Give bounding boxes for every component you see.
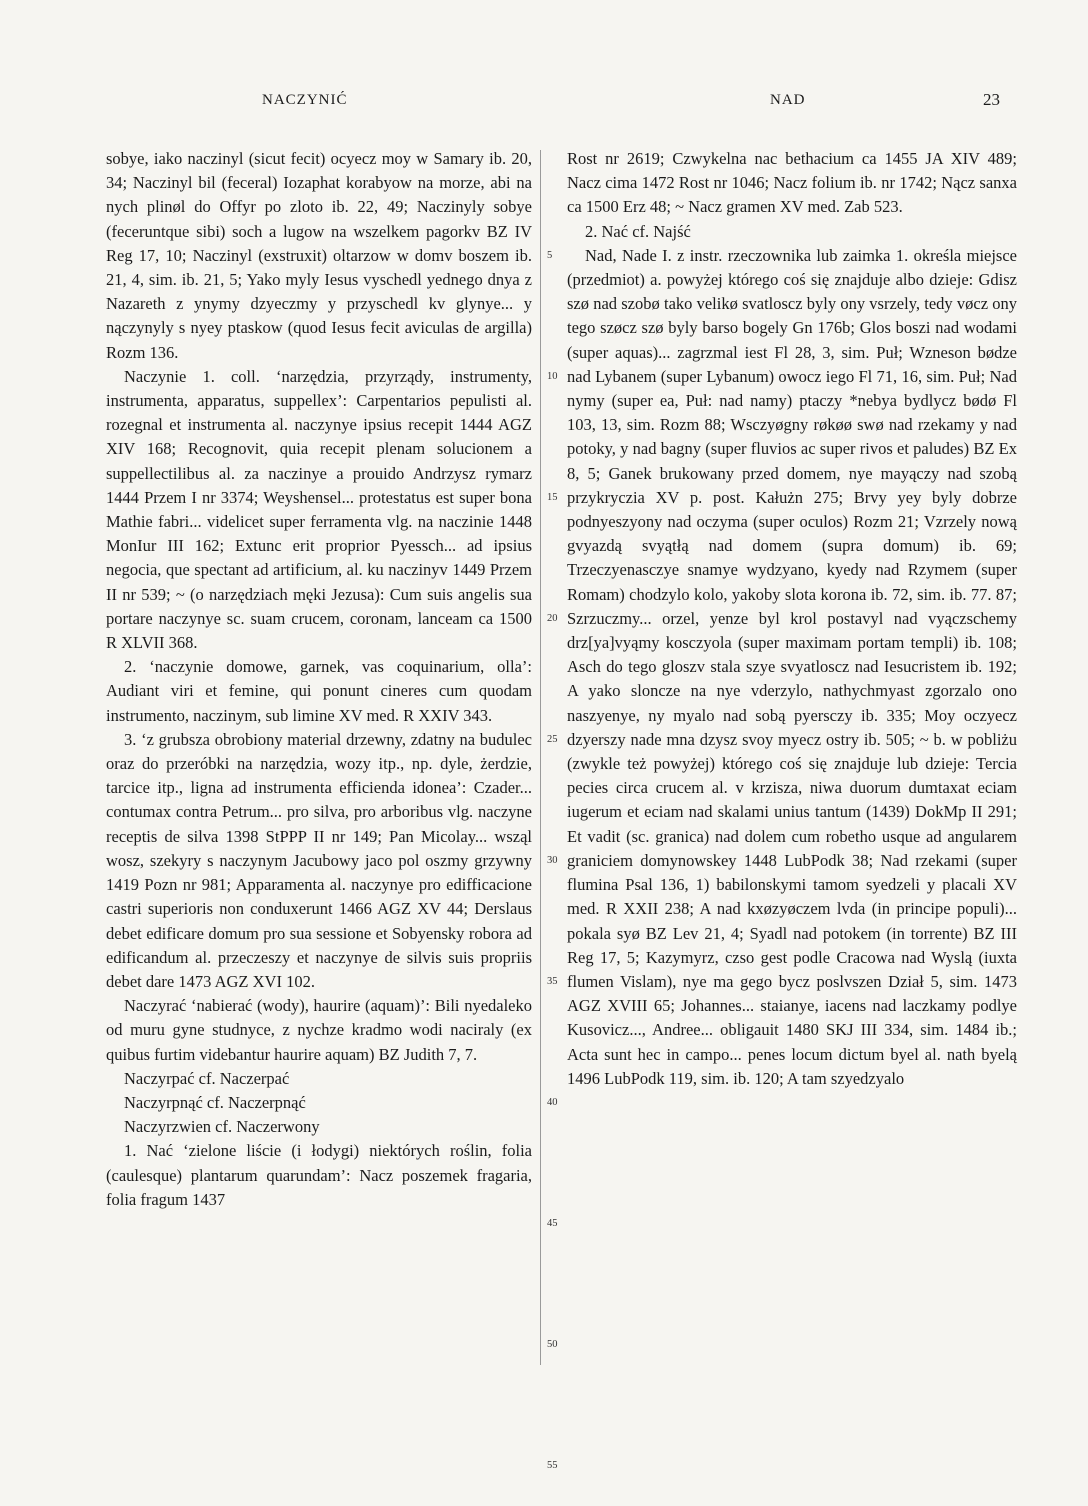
running-head-center: NAD [770,92,806,108]
line-number: 55 [547,1459,558,1471]
entry-paragraph: Naczyrpnąć cf. Naczerpnąć [124,1092,306,1112]
line-number: 35 [547,975,558,987]
right-column [567,147,1017,1091]
entry-paragraph: Naczyrzwien cf. Naczerwony [124,1117,320,1137]
page-number: 23 [983,90,1000,109]
line-number: 30 [547,854,558,866]
entry-paragraph: Naczynie 1. coll. ʻnarzędzia, przyrządy, instrumenty, instrumenta, apparatus, suppellex’: Carpentarios pepulisti al. rozegnal et instrumenta al. naczynye ipsius recepit 1444 AGZ XIV 168; Recognovit, quia recepit plenam solucionem a suppellectilibus al. za naczinye a prouido Andrzysz rymarz 1444 Przem I nr 3374; Weyshensel... protestatus est super bona Mathie fabri... videlicet super ferramenta vlg. na naczinie 1448 MonIur III 162; Extunc erit proprior Pyessch... ad ipsius negocia, que spectant ad artificium, al. ku naczinyv 1449 Przem II nr 539; ~ (o narzędziach męki Jezusa): Cum suis angelis sua portare naczynye sc. suam crucem, coronam, lanceam ca 1500 R XLVII 368. [106,366,532,653]
entry-paragraph: 2. Nać cf. Najść [585,221,691,241]
column-divider [540,150,541,1365]
left-column [106,147,532,1212]
entry-paragraph: Naczyrać ʻnabierać (wody), haurire (aquam)’: Bili nyedaleko od muru gyne studnyce, z nychze kradmo wodi naciraly (ex quibus furtim videbantur haurire aquam) BZ Judith 7, 7. [106,996,532,1064]
line-number: 20 [547,612,558,624]
running-head-left: NACZYNIĆ [262,92,348,108]
entry-paragraph: 2. ʻnaczynie domowe, garnek, vas coquinarium, olla’: Audiant viri et femine, qui ponunt cineres cum quodam instrumento, naczinym, sub limine XV med. R XXIV 343. [106,657,532,725]
line-number: 25 [547,733,558,745]
entry-paragraph: 3. ʻz grubsza obrobiony material drzewny, zdatny na budulec oraz do przeróbki na narzędzia, wozy itp., np. dyle, żerdzie, tarcice itp., ligna ad instrumenta efficienda idonea’: Czader... contumax contra Petrum... pro silva, pro arboribus vlg. naczyne receptis de silva 1398 StPPP II nr 149; Pan Micolay... wsząl wosz, szekyry s naczynym Jacubowy jaco pol oszmy grzywny 1419 Pozn nr 981; Apparamenta al. naczynye pro edifficacione castri superioris non conduxerunt 1466 AGZ XV 44; Derslaus debet edificare domum pro sua sessione et Sobyensky robora ad edificandum al. przeczeszy et naczynye de silvis suis propriis debet dare 1473 AGZ XVI 102. [106,729,532,991]
line-number: 15 [547,491,558,503]
line-number: 10 [547,370,558,382]
entry-paragraph: Rost nr 2619; Czwykelna nac bethacium ca 1455 JA XIV 489; Nacz cima 1472 Rost nr 1046; Nacz folium ib. nr 1742; Nącz sanxa ca 1500 Erz 48; ~ Nacz gramen XV med. Zab 523. [567,149,1017,217]
line-number: 40 [547,1096,558,1108]
line-number: 50 [547,1338,558,1350]
entry-paragraph: 1. Nać ʻzielone liście (i łodygi) niektórych roślin, folia (caulesque) plantarum quarundam’: Nacz poszemek fragaria, folia fragum 1437 [106,1141,532,1209]
entry-paragraph: Naczyrpać cf. Naczerpać [124,1068,290,1088]
line-number: 45 [547,1217,558,1229]
entry-paragraph: sobye, iako naczinyl (sicut fecit) ocyecz moy w Samary ib. 20, 34; Naczinyl bil (feceral) Iozaphat korabyow na morze, abi na nych plinøl do Offyr po zloto ib. 22, 49; Naczinyly sobye (feceruntque sibi) soch a lugow na wszelkem pagorkv BZ IV Reg 17, 10; Naczinyl (exstruxit) oltarzow w domv boszem ib. 21, 4, sim. ib. 21, 5; Yako myly Iesus vyschedl yednego dnya z Nazareth z ynymy dzyeczmy y przyschedl kv glynye... y nączynyly s nyey ptaskow (quod Iesus fecit aviculas de argilla) Rozm 136. [106,149,532,362]
line-number: 5 [547,249,553,261]
entry-paragraph: Nad, Nade I. z instr. rzeczownika lub zaimka 1. określa miejsce (przedmiot) a. powyżej którego coś się znajduje albo dzieje: Gdisz szø nad szobø tako velikø svatloscz byly ony vsrzely, tedy vøcz ony tego szøcz szø byly barso bogely Gn 176b; Glos boszi nad wodami (super aquas)... zagrzmal iest Fl 28, 3, sim. Puł; Wzneson bødze nad Lybanem (super Lybanum) owocz iego Fl 71, 16, sim. Puł; Nad nymy (super ea, Puł: nad namy) ptaczy *nebya bydlycz bødø Fl 103, 13, sim. Rozm 88; Wsczyøgny røkøø swø nad rzekamy y nad potoky, y nad bagny (super fluvios ac super rivos et paludes) BZ Ex 8, 5; Ganek brukowany przed domem, nye mayączy nad szobą przykryczia XV p. post. Kałużn 275; Brvy yey byly dobrze podnyeszyony nad oczyma (super oculos) Rozm 21; Vzrzely nową gvyazdą svyątłą nad domem (supra domum) ib. 69; Trzeczyenasczye snamye wydzyano, kyedy nad Rzymem (super Romam) chodzylo kolo, yakoby slota korona ib. 72, sim. ib. 77. 87; Szrzuczmy... orzel, yenze byl krol postavyl nad vyączschemy drz[ya]vyąmy kosczyola (super maximam portam templi) ib. 108; Asch do tego gloszv stala szye svyatloscz nad Iesucristem ib. 192; A yako sloncze na nye vderzylo, nathychmyast zgorzalo ono naszyenye, ny myalo nad sobą pyersczy ib. 335; Moy oczyecz dzyerszy nade mna dzysz svoy myecz ostry ib. 505; ~ b. w pobliżu (zwykle też powyżej) którego coś się znajduje lub dzieje: Tercia pecies circa crucem al. v krzisza, niwa duorum dumtaxat eciam iugerum et eciam nad skalami unius tantum (1439) DokMp II 291; Et vadit (sc. granica) nad dolem cum robetho usque ad angularem graniciem domynowskey 1448 LubPodk 38; Nad rzekami (super flumina Psal 136, 1) babilonskymi tamom syedzeli y placali XV med. R XXII 238; A nad kxøzyøczem lvda (in principe populi)... pokala syø BZ Lev 21, 4; Syadl nad potokem (in torrente) BZ III Reg 17, 5; Kazymyrz, czso gest podle Cracowa nad Wyslą (iuxta flumen Vislam), nye ma gego bycz poslvszen Dział 5, sim. 1473 AGZ XVIII 65; Johannes... staianye, iacens nad laczkamy podlye Kusovicz..., Andree... obligauit 1480 SKJ III 334, sim. 1484 ib.; Acta sunt hec in campo... penes locum dictum byel al. nath byelą 1496 LubPodk 119, sim. ib. 120; A tam szyedzyalo [567,245,1017,1088]
